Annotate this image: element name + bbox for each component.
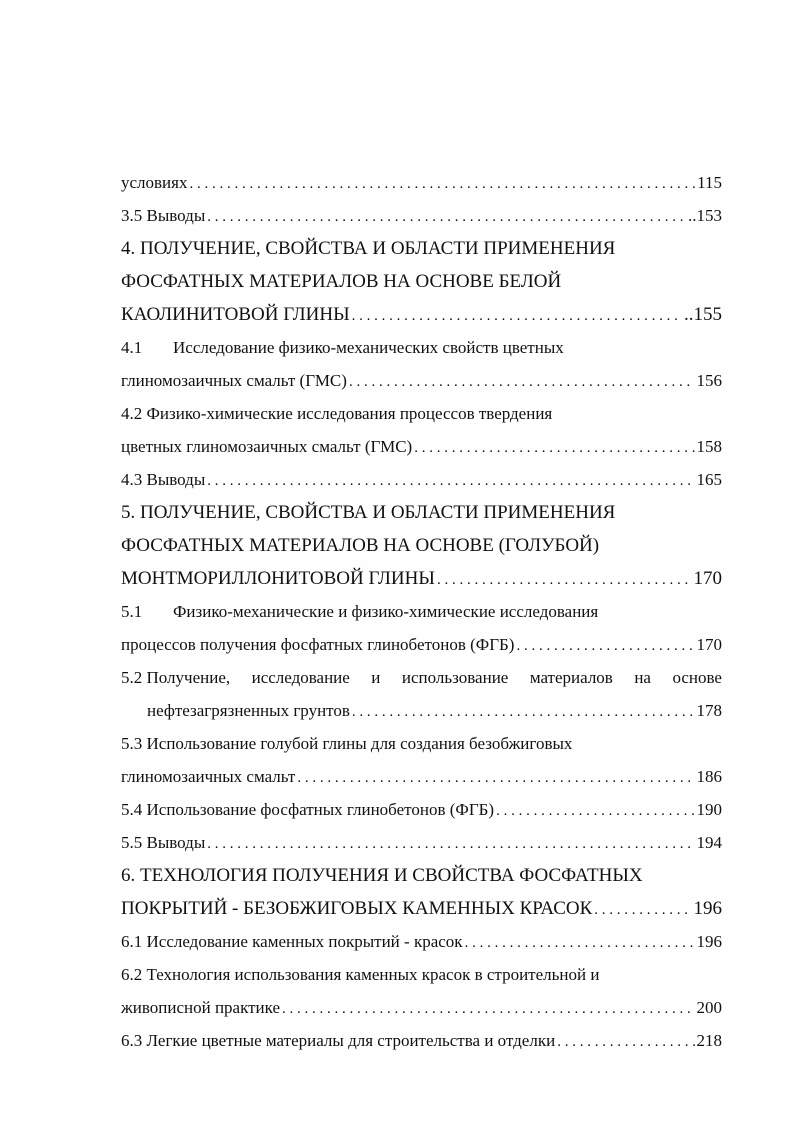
- dot-leader: [282, 993, 694, 1026]
- section-number: 5.1: [121, 602, 143, 621]
- dot-leader: [207, 465, 694, 498]
- toc-entry: 5.3 Использование голубой глины для создания безобжиговых: [121, 734, 573, 753]
- toc-entry: условиях . . . 115: [121, 166, 722, 199]
- toc-entry: 6.3 Легкие цветные материалы для строительства и отделки . . . 218: [121, 1024, 722, 1057]
- page-number: ..153: [688, 206, 722, 225]
- page-number: 194: [696, 833, 722, 852]
- toc-entry: 5.5 Выводы . . . 194: [121, 826, 722, 859]
- toc-entry: 4.3 Выводы . . . 165: [121, 463, 722, 496]
- dot-leader: [207, 201, 686, 234]
- dot-leader: [349, 366, 695, 399]
- dot-leader: [594, 894, 691, 927]
- table-of-contents: [121, 166, 722, 1057]
- dot-leader: [496, 795, 694, 828]
- toc-entry: живописной практике . . . 200: [121, 991, 722, 1024]
- page-number: 165: [696, 470, 722, 489]
- toc-entry: 5.4 Использование фосфатных глинобетонов (ФГБ) . . . 190: [121, 793, 722, 826]
- toc-entry: 4.1 Исследование физико-механических свойств цветных: [121, 331, 722, 364]
- dot-leader: [189, 168, 695, 201]
- dot-leader: [207, 828, 694, 861]
- toc-entry: глиномозаичных смальт (ГМС) . . . 156: [121, 364, 722, 397]
- page-number: 196: [696, 932, 722, 951]
- chapter-heading: ПОКРЫТИЙ - БЕЗОБЖИГОВЫХ КАМЕННЫХ КРАСОК . . . 196: [121, 892, 722, 925]
- page-number: 196: [693, 898, 722, 919]
- dot-leader: [352, 696, 695, 729]
- chapter-heading: КАОЛИНИТОВОЙ ГЛИНЫ . . . ..155: [121, 298, 722, 331]
- dot-leader: [352, 300, 682, 333]
- page-number: 170: [693, 568, 722, 589]
- toc-entry: 5.1 Физико-механические и физико-химические исследования: [121, 595, 722, 628]
- toc-entry: 4.2 Физико-химические исследования процессов твердения: [121, 404, 553, 423]
- chapter-heading: МОНТМОРИЛЛОНИТОВОЙ ГЛИНЫ . . . 170: [121, 562, 722, 595]
- toc-entry: цветных глиномозаичных смальт (ГМС) . . . 158: [121, 430, 722, 463]
- toc-entry: глиномозаичных смальт . . . 186: [121, 760, 722, 793]
- dot-leader: [414, 432, 694, 465]
- page-number: 170: [696, 635, 722, 654]
- chapter-heading: 6. ТЕХНОЛОГИЯ ПОЛУЧЕНИЯ И СВОЙСТВА ФОСФАТНЫХ: [121, 865, 643, 886]
- toc-entry: 3.5 Выводы . . . ..153: [121, 199, 722, 232]
- toc-entry: 6.2 Технология использования каменных красок в строительной и: [121, 965, 600, 984]
- dot-leader: [465, 927, 695, 960]
- chapter-heading: 5. ПОЛУЧЕНИЕ, СВОЙСТВА И ОБЛАСТИ ПРИМЕНЕНИЯ: [121, 502, 616, 523]
- page-number: 115: [697, 173, 722, 192]
- page-number: 156: [696, 371, 722, 390]
- page-number: ..155: [684, 304, 722, 325]
- dot-leader: [557, 1026, 694, 1059]
- page-number: 178: [696, 701, 722, 720]
- dot-leader: [297, 762, 694, 795]
- chapter-heading: ФОСФАТНЫХ МАТЕРИАЛОВ НА ОСНОВЕ БЕЛОЙ: [121, 271, 562, 292]
- toc-entry: процессов получения фосфатных глинобетонов (ФГБ) . . . 170: [121, 628, 722, 661]
- section-number: 4.1: [121, 338, 143, 357]
- page-number: 190: [696, 800, 722, 819]
- chapter-heading: 4. ПОЛУЧЕНИЕ, СВОЙСТВА И ОБЛАСТИ ПРИМЕНЕНИЯ: [121, 238, 616, 259]
- toc-entry: [121, 661, 722, 694]
- page-number: 186: [696, 767, 722, 786]
- dot-leader: [516, 630, 694, 663]
- justified-text: 5.2 Получение, исследование и использование материалов на основе: [121, 668, 722, 687]
- page-number: 218: [696, 1031, 722, 1050]
- page-number: 200: [696, 998, 722, 1017]
- toc-entry: нефтезагрязненных грунтов . . . 178: [121, 694, 722, 727]
- page-number: 158: [696, 437, 722, 456]
- chapter-heading: ФОСФАТНЫХ МАТЕРИАЛОВ НА ОСНОВЕ (ГОЛУБОЙ): [121, 535, 600, 556]
- toc-entry: 6.1 Исследование каменных покрытий - красок . . . 196: [121, 925, 722, 958]
- dot-leader: [437, 564, 692, 597]
